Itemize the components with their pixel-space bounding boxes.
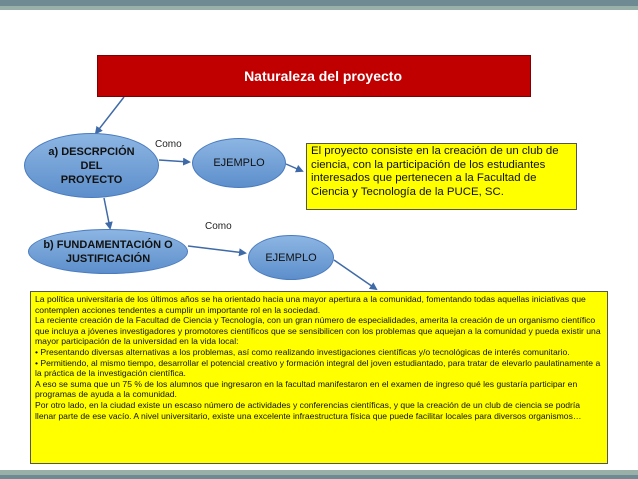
node-b-line-2: JUSTIFICACIÓN [65,252,151,265]
arrow-title-to-a [96,97,124,133]
arrow-ejemplo-to-text [334,260,376,289]
node-justification [28,229,188,274]
example-1-label: EJEMPLO [213,157,265,169]
arrow-ejemplo-to-box [286,164,302,171]
justification-paragraph: • Presentando diversas alternativas a los problemas, así como realizando investigaciones científicas y/o tecnológicas de interés comunitario. [35,346,570,357]
example-2-label: EJEMPLO [265,251,317,264]
example-box-text: El proyecto consiste en la creación de un club de ciencia, con la participación de los estudiantes interesados que pertenecen a la Facultad de Ciencia y Tecnología de la PUCE, SC. [311,145,559,198]
project-nature-title [97,55,531,97]
node-example-1 [192,138,286,188]
justification-paragraph: Por otro lado, en la ciudad existe un escaso número de actividades y conferencias científicas, y que la creación de un club de ciencia se podría llenar parte de ese vacío. A nivel universitario, existe una excelente infraestructura física que puede facilitar locales para diversos organismos… [35,399,582,421]
justification-text-box [30,291,608,464]
node-example-2 [248,235,334,280]
arrow-b-to-ejemplo [188,246,245,253]
como-label-2: Como [205,221,232,232]
justification-paragraph: La política universitaria de los últimos años se ha orientado hacia una mayor apertura a la comunidad, fomentando todas aquellas iniciativas que contemplen acciones tendentes a cumplir un importante rol en la sociedad. [35,294,586,315]
node-a-line-1: a) DESCRPCIÓN [48,145,135,158]
arrow-a-to-ejemplo [159,160,189,162]
justification-paragraph: A eso se suma que un 75 % de los alumnos que ingresaron en la facultad manifestaron en el examen de ingreso qué les gustaría participar en programas de ayuda a la comunidad. [35,378,578,400]
example-box [306,143,577,210]
arrow-a-to-b [104,198,110,228]
node-a-line-2: DEL [80,159,103,172]
node-b-line-1: b) FUNDAMENTACIÓN O [43,238,173,251]
como-label-1: Como [155,139,182,150]
node-description [24,133,159,198]
justification-paragraph: La reciente creación de la Facultad de Ciencia y Tecnología, con un gran número de especialidades, amerita la creación de un organismo científico que incluya a jóvenes investigadores y promotores científicos que se sensibilicen con los problemas que aquejan a la comunidad y pueda existir una mayor participación de la universidad en la vida local: [35,315,601,347]
node-a-line-3: PROYECTO [60,173,123,186]
justification-paragraph: • Permitiendo, al mismo tiempo, desarrollar el potencial creativo y formación integral del joven estudiantado, para tratar de elevarlo paulatinamente a la práctica de la investigación científica. [35,357,601,379]
title-text: Naturaleza del proyecto [244,68,402,84]
